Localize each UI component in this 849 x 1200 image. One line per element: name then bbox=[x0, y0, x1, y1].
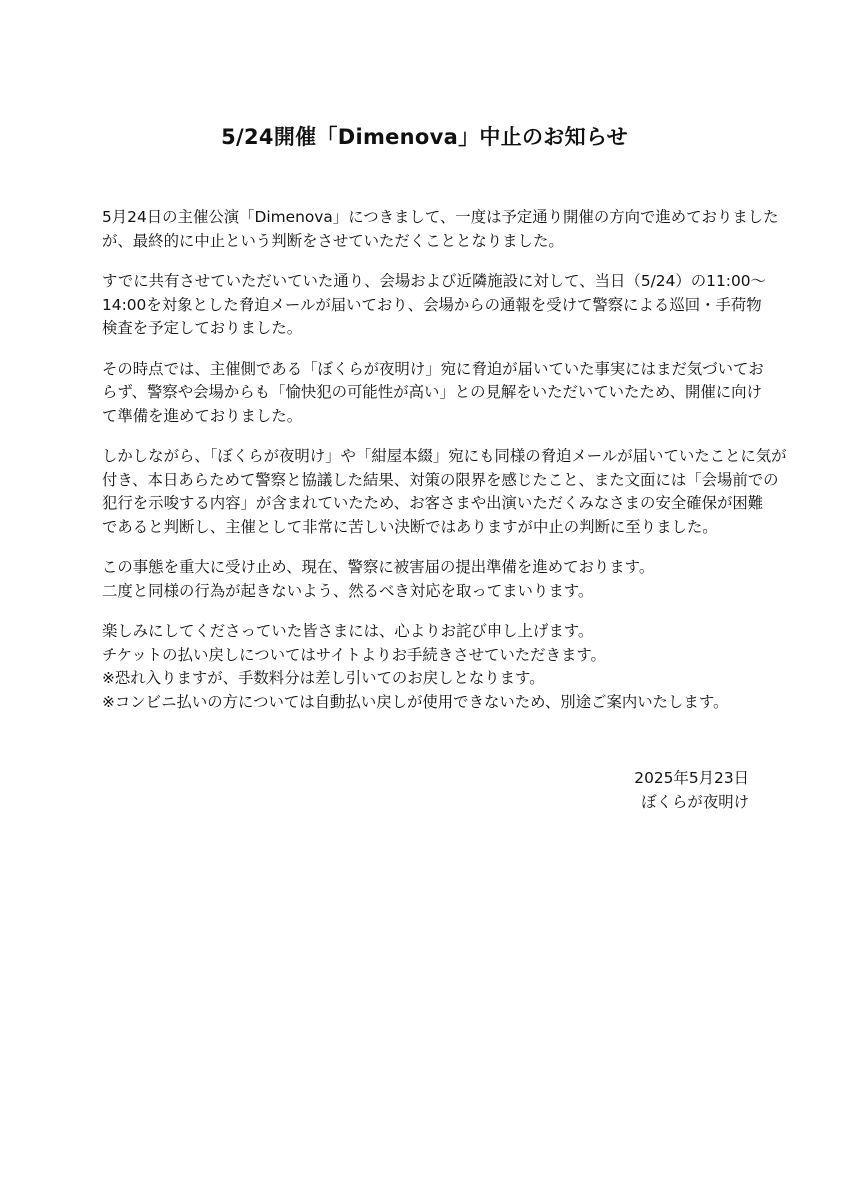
page-title: 5/24開催「Dimenova」中止のお知らせ bbox=[221, 125, 628, 149]
signature-date: 2025年5月23日 bbox=[634, 769, 749, 787]
signature-block bbox=[634, 767, 749, 814]
text-line: 犯行を示唆する内容」が含まれていたため、お客さまや出演いただくみなさまの安全確保が困難 bbox=[102, 494, 764, 512]
text-line: 5月24日の主催公演「Dimenova」につきまして、一度は予定通り開催の方向で進めておりました bbox=[102, 208, 779, 226]
text-line: 楽しみにしてくださっていた皆さまには、心よりお詫び申し上げます。 bbox=[102, 622, 594, 640]
paragraph-1 bbox=[102, 206, 779, 253]
text-line: すでに共有させていただいていた通り、会場および近隣施設に対して、当日（5/24）の11:00〜 bbox=[102, 272, 766, 290]
paragraph-6 bbox=[102, 620, 762, 714]
text-line: その時点では、主催側である「ぼくらが夜明け」宛に脅迫が届いていた事実にはまだ気づいてお bbox=[102, 359, 764, 378]
signature-organization: ぼくらが夜明け bbox=[641, 792, 749, 811]
paragraph-5 bbox=[102, 556, 762, 603]
paragraph-4 bbox=[102, 445, 787, 539]
text-line: て準備を進めておりました。 bbox=[102, 406, 303, 425]
text-line: 二度と同様の行為が起きないよう、然るべき対応を取ってまいります。 bbox=[102, 581, 594, 600]
text-line: 付き、本日あらためて警察と協議した結果、対策の限界を感じたこと、また文面には「会場前での bbox=[102, 470, 779, 489]
text-line: 検査を予定しておりました。 bbox=[102, 319, 303, 337]
text-line: しかしながら、「ぼくらが夜明け」や「紺屋本綴」宛にも同様の脅迫メールが届いていたことに気が bbox=[102, 447, 787, 465]
text-line: チケットの払い戻しについてはサイトよりお手続きさせていただきます。 bbox=[102, 645, 606, 664]
text-line: ※恐れ入りますが、手数料分は差し引いてのお戻しとなります。 bbox=[102, 669, 545, 687]
text-line: であると判断し、主催として非常に苦しい決断ではありますが中止の判断に至りました。 bbox=[102, 517, 718, 536]
text-line: この事態を重大に受け止め、現在、警察に被害届の提出準備を進めております。 bbox=[102, 558, 655, 576]
text-line: ※コンビニ払いの方については自動払い戻しが使用できないため、別途ご案内いたします。 bbox=[102, 692, 729, 711]
notice-body bbox=[102, 206, 787, 731]
paragraph-3 bbox=[102, 358, 762, 429]
paragraph-2 bbox=[102, 270, 766, 341]
text-line: 14:00を対象とした脅迫メールが届いており、会場からの通報を受けて警察による巡回・手荷物 bbox=[102, 295, 762, 314]
text-line: らず、警察や会場からも「愉快犯の可能性が高い」との見解をいただいていたため、開催に向け bbox=[102, 383, 762, 401]
text-line: が、最終的に中止という判断をさせていただくこととなりました。 bbox=[102, 231, 564, 250]
